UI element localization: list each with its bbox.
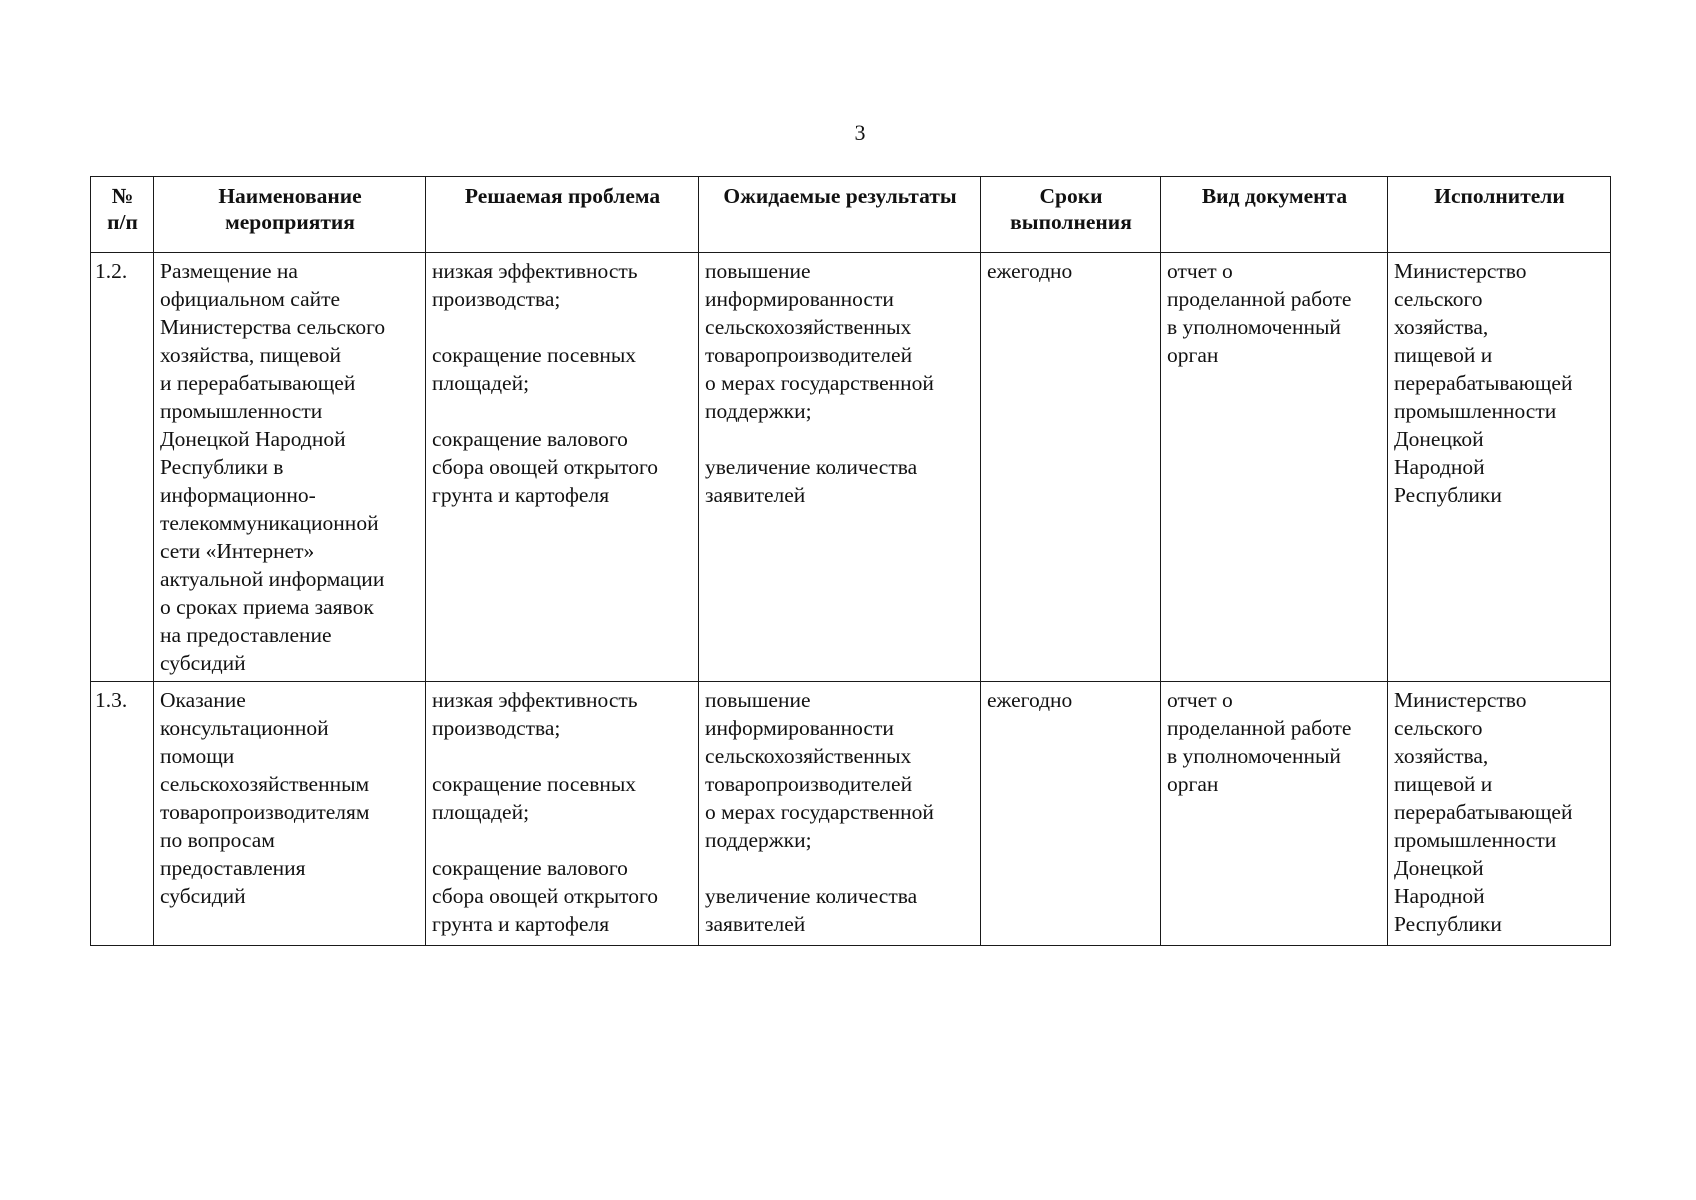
- row-executors: Министерство сельского хозяйства, пищевой и перерабатывающей промышленности Донецкой Народной Республики: [1388, 253, 1611, 682]
- header-document-type: Вид документа: [1161, 177, 1388, 253]
- page-number: 3: [854, 120, 866, 145]
- row-number: 1.2.: [91, 253, 154, 682]
- row-problem: низкая эффективность производства; сокращение посевных площадей; сокращение валового сбора овощей открытого грунта и картофеля: [426, 253, 699, 682]
- measures-table: [90, 176, 1611, 946]
- header-terms: Сроки выполнения: [981, 177, 1161, 253]
- row-measure-name: Размещение на официальном сайте Министерства сельского хозяйства, пищевой и перерабатывающей промышленности Донецкой Народной Республики в информационно- телекоммуникационной сети «Интернет» актуальной информации о сроках приема заявок на предоставление субсидий: [154, 253, 426, 682]
- row-document-type: отчет о проделанной работе в уполномоченный орган: [1161, 682, 1388, 946]
- row-problem: низкая эффективность производства; сокращение посевных площадей; сокращение валового сбора овощей открытого грунта и картофеля: [426, 682, 699, 946]
- row-measure-name: Оказание консультационной помощи сельскохозяйственным товаропроизводителям по вопросам предоставления субсидий: [154, 682, 426, 946]
- table-row: [91, 253, 1611, 682]
- header-expected-results: Ожидаемые результаты: [699, 177, 981, 253]
- row-document-type: отчет о проделанной работе в уполномоченный орган: [1161, 253, 1388, 682]
- row-executors: Министерство сельского хозяйства, пищевой и перерабатывающей промышленности Донецкой Народной Республики: [1388, 682, 1611, 946]
- table-header-row: [91, 177, 1611, 253]
- row-terms: ежегодно: [981, 253, 1161, 682]
- header-measure-name: Наименование мероприятия: [154, 177, 426, 253]
- header-problem: Решаемая проблема: [426, 177, 699, 253]
- row-number: 1.3.: [91, 682, 154, 946]
- header-executors: Исполнители: [1388, 177, 1611, 253]
- row-terms: ежегодно: [981, 682, 1161, 946]
- table-row: [91, 682, 1611, 946]
- row-expected-results: повышение информированности сельскохозяйственных товаропроизводителей о мерах государственной поддержки; увеличение количества заявителей: [699, 682, 981, 946]
- row-expected-results: повышение информированности сельскохозяйственных товаропроизводителей о мерах государственной поддержки; увеличение количества заявителей: [699, 253, 981, 682]
- header-number: № п/п: [91, 177, 154, 253]
